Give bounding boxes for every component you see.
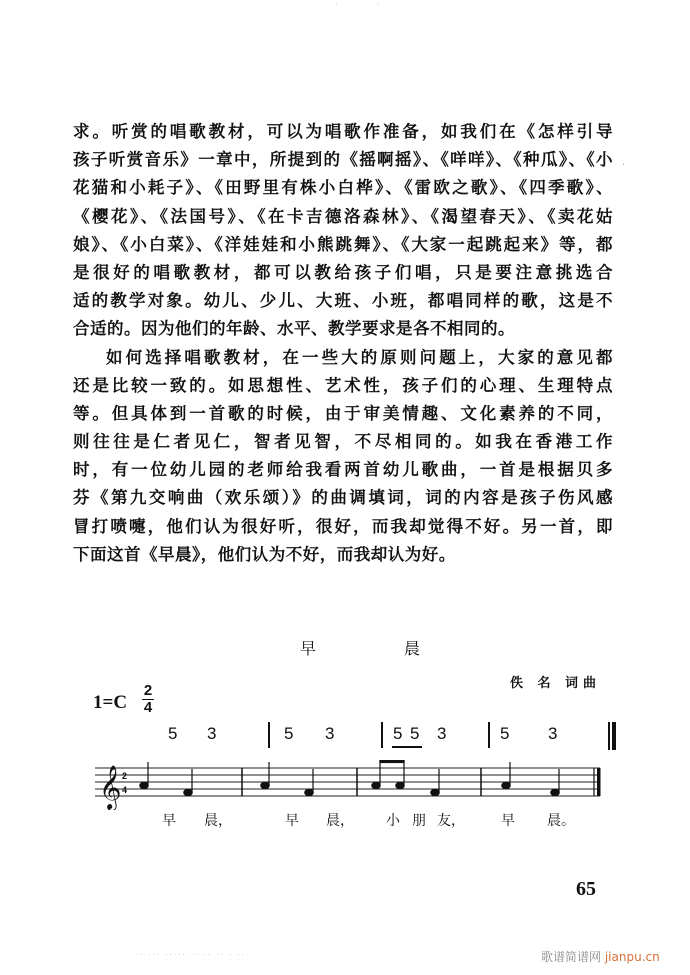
song-credit: 佚 名 词曲 <box>510 676 602 691</box>
jianpu-note: 3 <box>207 724 217 743</box>
text-line: 时，有一位幼儿园的老师给我看两首幼儿歌曲，一首是根据贝多 <box>73 460 613 480</box>
text-line: 下面这首《早晨》，他们认为不好，而我却认为好。 <box>73 544 456 564</box>
song-title <box>300 636 420 659</box>
text-line: 等。但具体到一首歌的时候，由于审美情趣、文化素养的不同， <box>73 403 613 423</box>
margin-mark: · <box>622 160 626 171</box>
page-number: 65 <box>576 878 596 900</box>
lyric: 晨， <box>204 813 232 829</box>
jianpu-note: 5 <box>168 724 178 743</box>
lyric: 朋 <box>412 813 426 829</box>
lyric: 早 <box>501 813 515 829</box>
text-line: 花猫和小耗子》、《田野里有株小白桦》、《雷欧之歌》、《四季歌》、 <box>73 178 613 198</box>
lyrics-line <box>0 810 690 834</box>
jianpu-note: 3 <box>325 724 335 743</box>
watermark-domain: jianpu.cn <box>604 950 660 964</box>
text-line: 则往往是仁者见仁，智者见智，不尽相同的。如我在香港工作 <box>73 432 613 452</box>
bar-line <box>268 722 270 748</box>
lyric: 早 <box>162 813 176 829</box>
final-barline-thin <box>608 722 610 750</box>
jianpu-note: 5 <box>500 724 510 743</box>
time-signature <box>142 683 154 716</box>
jianpu-note: 5 <box>410 724 420 743</box>
header-mark: · · <box>335 0 398 10</box>
song-title-char: 早 <box>300 639 317 658</box>
body-text <box>73 118 613 569</box>
bar-line <box>381 722 383 748</box>
text-line: 合适的。因为他们的年龄、水平、教学要求是各不相同的。 <box>73 319 515 339</box>
text-line: 冒打喷嚏，他们认为很好听，很好，而我却觉得不好。另一首，即 <box>73 516 613 536</box>
time-signature-top: 2 <box>143 682 153 699</box>
footer-smudge: ·· ··· ····· ·· ·· ·· · ·· <box>136 951 246 959</box>
lyric: 晨， <box>326 813 354 829</box>
jianpu-note: 3 <box>548 724 558 743</box>
lyric: 早 <box>285 813 299 829</box>
bar-line <box>488 722 490 748</box>
text-line: 适的教学对象。幼儿、少儿、大班、小班，都唱同样的歌，这是不 <box>73 291 613 311</box>
staff-notation <box>95 760 605 810</box>
text-line: 孩子听赏音乐》一章中，所提到的《摇啊摇》、《咩咩》、《种瓜》、《小 <box>73 150 613 170</box>
text-line: 娘》、《小白菜》、《洋娃娃和小熊跳舞》、《大家一起跳起来》等，都 <box>73 234 613 254</box>
jianpu-note: 5 <box>393 724 403 743</box>
jianpu-note: 5 <box>284 724 294 743</box>
lyric: 友， <box>437 813 465 829</box>
key-signature: 1=C <box>93 692 128 713</box>
watermark-site-name: 歌谱简谱网 <box>541 950 602 964</box>
song-title-char: 晨 <box>403 639 420 658</box>
eighth-underline <box>392 746 422 748</box>
text-line: 《樱花》、《法国号》、《在卡吉德洛森林》、《渴望春天》、《卖花姑 <box>73 206 613 226</box>
lyric: 小 <box>386 813 400 829</box>
text-line: 求。听赏的唱歌教材，可以为唱歌作准备，如我们在《怎样引导 <box>73 122 613 141</box>
watermark <box>541 948 660 965</box>
treble-clef-icon: 𝄞 <box>99 765 122 809</box>
text-line: 还是比较一致的。如思想性、艺术性，孩子们的心理、生理特点 <box>73 375 613 395</box>
final-barline-thick <box>612 722 616 750</box>
svg-text:4: 4 <box>122 785 128 795</box>
text-line: 如何选择唱歌教材，在一些大的原则问题上，大家的意见都 <box>106 347 613 367</box>
lyric: 晨。 <box>547 813 575 829</box>
text-line: 是很好的唱歌教材，都可以教给孩子们唱，只是要注意挑选合 <box>73 262 613 282</box>
svg-text:2: 2 <box>122 771 128 781</box>
text-line: 芬《第九交响曲（欢乐颂）》的曲调填词，词的内容是孩子伤风感 <box>73 488 613 508</box>
jianpu-note: 3 <box>437 724 447 743</box>
time-signature-bottom: 4 <box>143 699 153 716</box>
jianpu-line <box>0 722 690 752</box>
